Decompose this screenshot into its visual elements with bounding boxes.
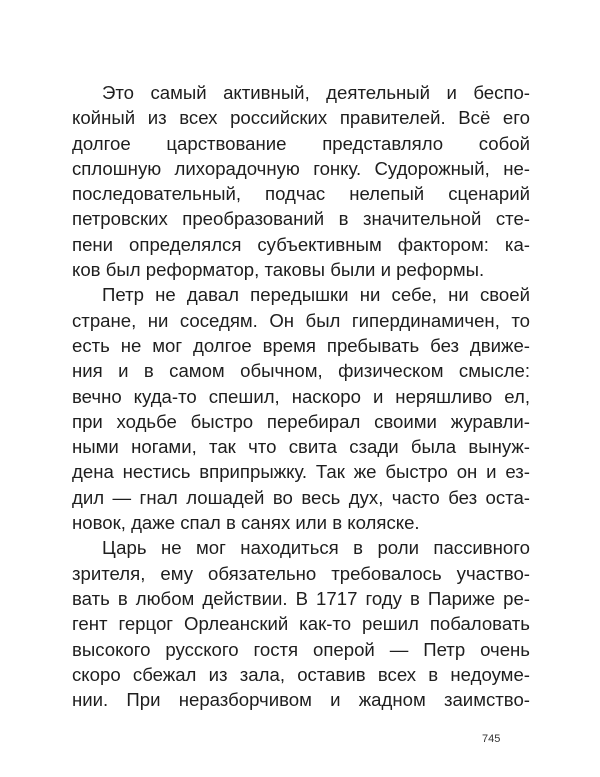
text-line: пени определялся субъективным фактором: ка- (72, 233, 530, 255)
text-line: долгое царствование представляло собой (72, 132, 530, 154)
text-line: ными ногами, так что свита сзади была вынуж- (72, 436, 530, 458)
text-line: высокого русского гостя оперой — Петр очень (72, 638, 530, 660)
text-line: гент герцог Орлеанский как-то решил побаловать (72, 613, 530, 635)
text-line: Петр не давал передышки ни себе, ни своей (102, 284, 530, 306)
text-line: новок, даже спал в санях или в коляске. (72, 512, 420, 534)
text-line: койный из всех российских правителей. Всё его (72, 107, 530, 129)
paragraph (72, 282, 530, 535)
text-line: Царь не мог находиться в роли пассивного (102, 537, 530, 559)
paragraph (72, 80, 530, 282)
text-line: петровских преобразований в значительной сте- (72, 208, 530, 230)
text-line: есть не мог долгое время пребывать без движе- (72, 334, 530, 356)
text-line: ния и в самом обычном, физическом смысле: (72, 360, 530, 382)
text-line: вать в любом действии. В 1717 году в Париже ре- (72, 587, 530, 609)
text-line: стране, ни соседям. Он был гипердинамичен, то (72, 309, 530, 331)
text-line: сплошную лихорадочную гонку. Судорожный, не- (72, 157, 530, 179)
text-line: нии. При неразборчивом и жадном заимство- (72, 689, 530, 711)
page-body (72, 80, 530, 712)
paragraph (72, 535, 530, 712)
text-line: вечно куда-то спешил, наскоро и неряшливо ел, (72, 385, 530, 407)
text-line: дена нестись вприпрыжку. Так же быстро он и ез- (72, 461, 530, 483)
text-line: дил — гнал лошадей во весь дух, часто без оста- (72, 486, 530, 508)
text-line: Это самый активный, деятельный и беспо- (102, 82, 530, 103)
page-number: 745 (482, 733, 501, 745)
text-line: скоро сбежал из зала, оставив всех в недоуме- (72, 663, 530, 685)
text-line: при ходьбе быстро перебирал своими журавли- (72, 410, 530, 432)
text-line: зрителя, ему обязательно требовалось участво- (72, 562, 530, 584)
text-line: ков был реформатор, таковы были и реформы. (72, 259, 485, 281)
text-line: последовательный, подчас нелепый сценарий (72, 183, 530, 205)
